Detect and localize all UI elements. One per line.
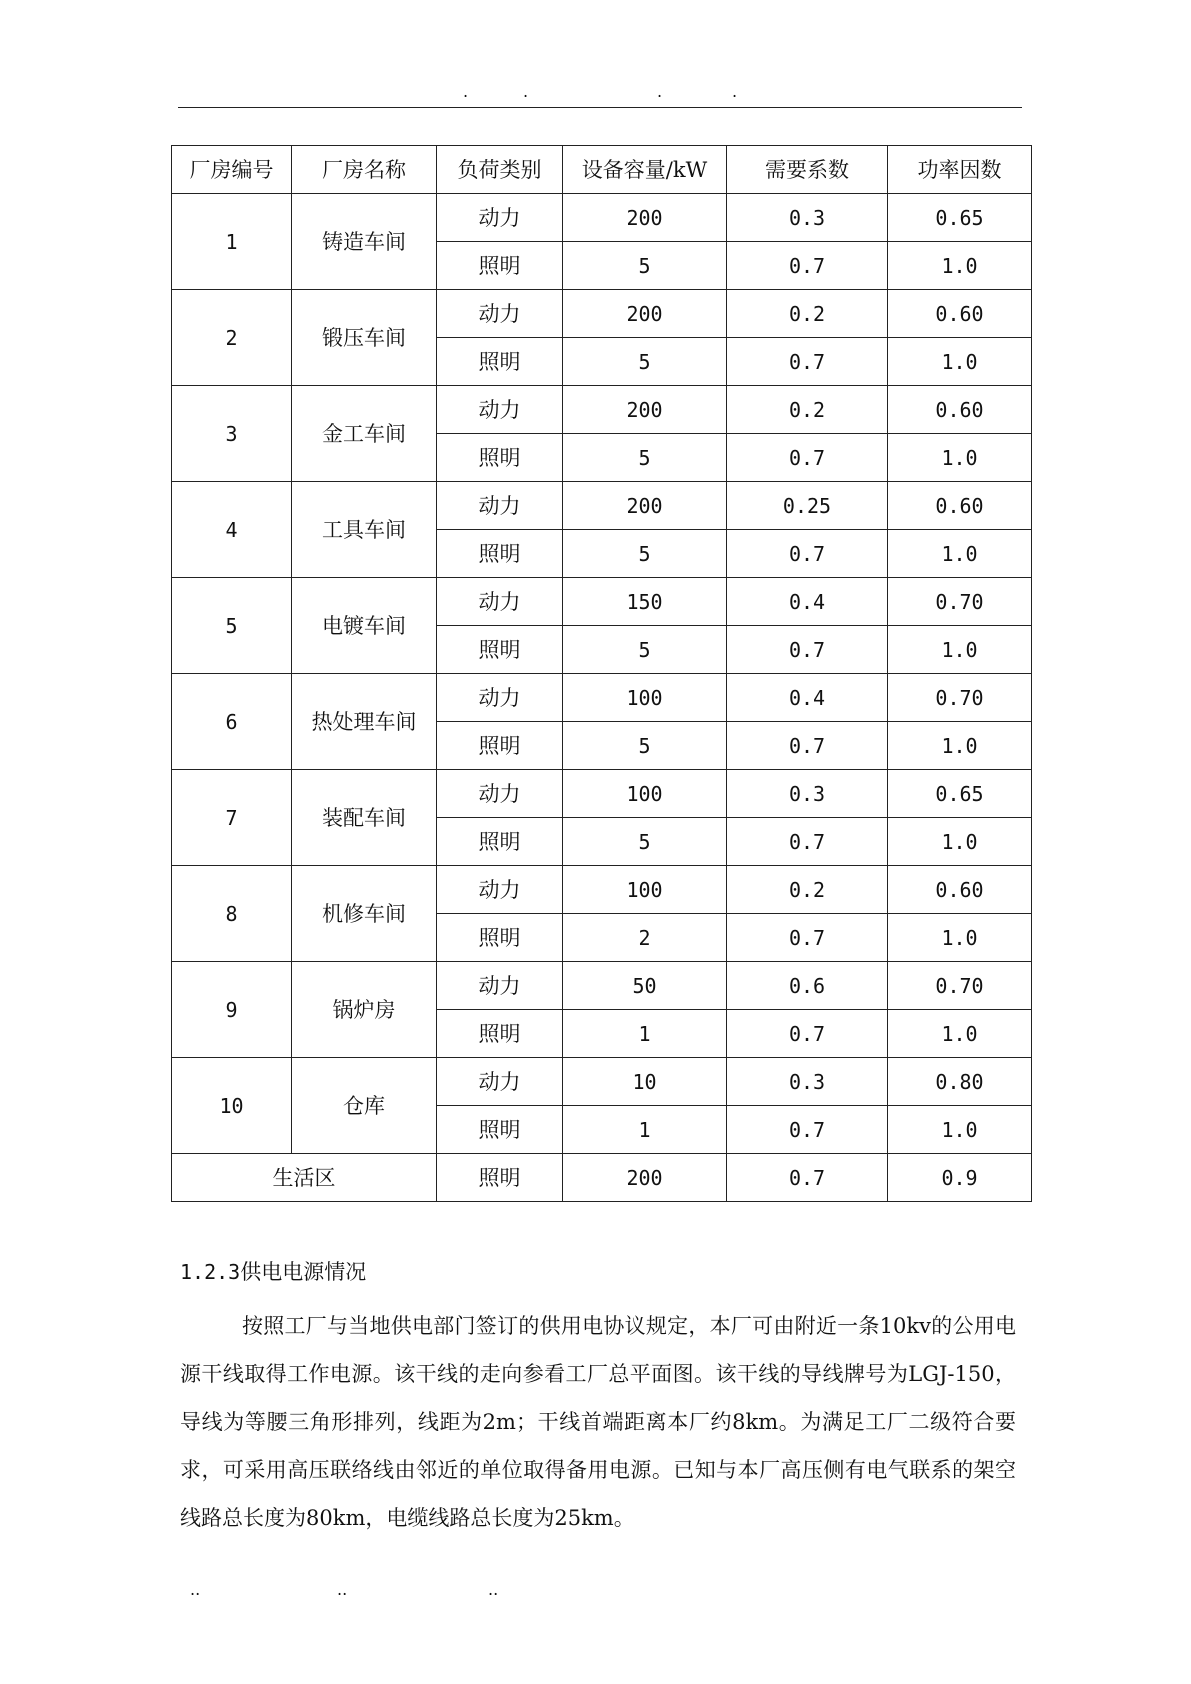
demand-factor: 0.2 <box>727 290 888 338</box>
power-factor: 0.60 <box>888 290 1032 338</box>
workshop-id: 3 <box>172 386 292 482</box>
workshop-name: 金工车间 <box>292 386 437 482</box>
power-factor: 0.70 <box>888 962 1032 1010</box>
load-type: 动力 <box>437 290 563 338</box>
load-type: 照明 <box>437 1010 563 1058</box>
power-factor: 1.0 <box>888 722 1032 770</box>
capacity: 5 <box>563 722 727 770</box>
load-type: 动力 <box>437 770 563 818</box>
demand-factor: 0.7 <box>727 1010 888 1058</box>
footer-dots <box>0 1580 1191 1600</box>
power-factor: 0.70 <box>888 578 1032 626</box>
load-type: 动力 <box>437 194 563 242</box>
table-row <box>172 962 1032 1010</box>
workshop-id: 5 <box>172 578 292 674</box>
header-dot: . <box>732 82 738 101</box>
demand-factor: 0.2 <box>727 866 888 914</box>
table-row <box>172 194 1032 242</box>
capacity: 1 <box>563 1106 727 1154</box>
demand-factor: 0.3 <box>727 770 888 818</box>
workshop-id: 1 <box>172 194 292 290</box>
workshop-name: 装配车间 <box>292 770 437 866</box>
workshop-name: 热处理车间 <box>292 674 437 770</box>
table-header-row <box>172 146 1032 194</box>
power-factor: 1.0 <box>888 818 1032 866</box>
load-type: 动力 <box>437 578 563 626</box>
power-factor: 0.80 <box>888 1058 1032 1106</box>
living-area-name: 生活区 <box>172 1154 437 1202</box>
header-workshop-name: 厂房名称 <box>292 146 437 194</box>
capacity: 10 <box>563 1058 727 1106</box>
header-rule <box>178 107 1022 108</box>
workshop-name: 仓库 <box>292 1058 437 1154</box>
capacity: 5 <box>563 434 727 482</box>
capacity: 200 <box>563 482 727 530</box>
footer-dot: .. <box>337 1580 348 1599</box>
demand-factor: 0.2 <box>727 386 888 434</box>
demand-factor: 0.4 <box>727 578 888 626</box>
demand-factor: 0.6 <box>727 962 888 1010</box>
demand-factor: 0.7 <box>727 914 888 962</box>
demand-factor: 0.7 <box>727 434 888 482</box>
power-factor: 1.0 <box>888 1010 1032 1058</box>
load-type: 照明 <box>437 434 563 482</box>
power-factor: 0.60 <box>888 866 1032 914</box>
capacity: 200 <box>563 290 727 338</box>
table-row <box>172 866 1032 914</box>
load-type: 动力 <box>437 386 563 434</box>
power-factor: 1.0 <box>888 242 1032 290</box>
power-factor: 1.0 <box>888 914 1032 962</box>
table-row <box>172 290 1032 338</box>
load-type: 照明 <box>437 530 563 578</box>
load-type: 照明 <box>437 1154 563 1202</box>
capacity: 100 <box>563 770 727 818</box>
load-type: 照明 <box>437 338 563 386</box>
table-row-living-area <box>172 1154 1032 1202</box>
section-heading <box>180 1258 366 1286</box>
power-factor: 1.0 <box>888 434 1032 482</box>
workshop-id: 4 <box>172 482 292 578</box>
header-load-type: 负荷类别 <box>437 146 563 194</box>
demand-factor: 0.4 <box>727 674 888 722</box>
power-factor: 0.65 <box>888 194 1032 242</box>
body-paragraph: 按照工厂与当地供电部门签订的供用电协议规定，本厂可由附近一条10kv的公用电源干线取得工作电源。该干线的走向参看工厂总平面图。该干线的导线牌号为LGJ-150，导线为等腰三角形排列，线距为2m；干线首端距离本厂约8km。为满足工厂二级符合要求，可采用高压联络线由邻近的单位取得备用电源。已知与本厂高压侧有电气联系的架空线路总长度为80km，电缆线路总长度为25km。 <box>180 1314 1016 1530</box>
workshop-name: 铸造车间 <box>292 194 437 290</box>
header-dot: . <box>523 82 529 101</box>
load-type: 动力 <box>437 1058 563 1106</box>
header-dot: . <box>463 82 469 101</box>
workshop-name: 电镀车间 <box>292 578 437 674</box>
workshop-id: 8 <box>172 866 292 962</box>
power-factor: 0.70 <box>888 674 1032 722</box>
demand-factor: 0.7 <box>727 626 888 674</box>
capacity: 5 <box>563 818 727 866</box>
header-power-factor: 功率因数 <box>888 146 1032 194</box>
capacity: 200 <box>563 194 727 242</box>
capacity: 200 <box>563 386 727 434</box>
demand-factor: 0.7 <box>727 530 888 578</box>
table-row <box>172 1058 1032 1106</box>
demand-factor: 0.25 <box>727 482 888 530</box>
capacity: 2 <box>563 914 727 962</box>
table-row <box>172 578 1032 626</box>
section-number: 1.2.3 <box>180 1260 241 1284</box>
section-title: 供电电源情况 <box>240 1260 367 1284</box>
capacity: 150 <box>563 578 727 626</box>
workshop-id: 9 <box>172 962 292 1058</box>
power-factor: 1.0 <box>888 338 1032 386</box>
demand-factor: 0.7 <box>727 722 888 770</box>
demand-factor: 0.7 <box>727 1106 888 1154</box>
load-type: 照明 <box>437 242 563 290</box>
load-type: 动力 <box>437 482 563 530</box>
capacity: 5 <box>563 530 727 578</box>
load-table <box>171 145 1032 1202</box>
load-type: 照明 <box>437 626 563 674</box>
table-row <box>172 770 1032 818</box>
capacity: 50 <box>563 962 727 1010</box>
table-row <box>172 386 1032 434</box>
footer-dot: .. <box>190 1580 201 1599</box>
power-factor: 1.0 <box>888 530 1032 578</box>
power-factor: 1.0 <box>888 626 1032 674</box>
capacity: 100 <box>563 866 727 914</box>
workshop-name: 锅炉房 <box>292 962 437 1058</box>
capacity: 1 <box>563 1010 727 1058</box>
capacity: 5 <box>563 626 727 674</box>
demand-factor: 0.7 <box>727 1154 888 1202</box>
workshop-name: 锻压车间 <box>292 290 437 386</box>
header-workshop-id: 厂房编号 <box>172 146 292 194</box>
workshop-name: 工具车间 <box>292 482 437 578</box>
demand-factor: 0.3 <box>727 1058 888 1106</box>
demand-factor: 0.3 <box>727 194 888 242</box>
table-row <box>172 674 1032 722</box>
header-dot: . <box>657 82 663 101</box>
power-factor: 0.65 <box>888 770 1032 818</box>
power-factor: 1.0 <box>888 1106 1032 1154</box>
power-factor: 0.9 <box>888 1154 1032 1202</box>
power-factor: 0.60 <box>888 482 1032 530</box>
load-type: 动力 <box>437 962 563 1010</box>
header-capacity: 设备容量/kW <box>563 146 727 194</box>
demand-factor: 0.7 <box>727 242 888 290</box>
load-type: 动力 <box>437 866 563 914</box>
header-demand-factor: 需要系数 <box>727 146 888 194</box>
workshop-id: 6 <box>172 674 292 770</box>
workshop-id: 2 <box>172 290 292 386</box>
load-type: 照明 <box>437 1106 563 1154</box>
power-factor: 0.60 <box>888 386 1032 434</box>
load-type: 照明 <box>437 914 563 962</box>
footer-dot: .. <box>488 1580 499 1599</box>
load-type: 动力 <box>437 674 563 722</box>
workshop-id: 10 <box>172 1058 292 1154</box>
load-type: 照明 <box>437 818 563 866</box>
workshop-name: 机修车间 <box>292 866 437 962</box>
capacity: 5 <box>563 338 727 386</box>
table-row <box>172 482 1032 530</box>
capacity: 200 <box>563 1154 727 1202</box>
header-dots <box>0 82 1191 102</box>
capacity: 100 <box>563 674 727 722</box>
load-type: 照明 <box>437 722 563 770</box>
workshop-id: 7 <box>172 770 292 866</box>
capacity: 5 <box>563 242 727 290</box>
demand-factor: 0.7 <box>727 338 888 386</box>
demand-factor: 0.7 <box>727 818 888 866</box>
